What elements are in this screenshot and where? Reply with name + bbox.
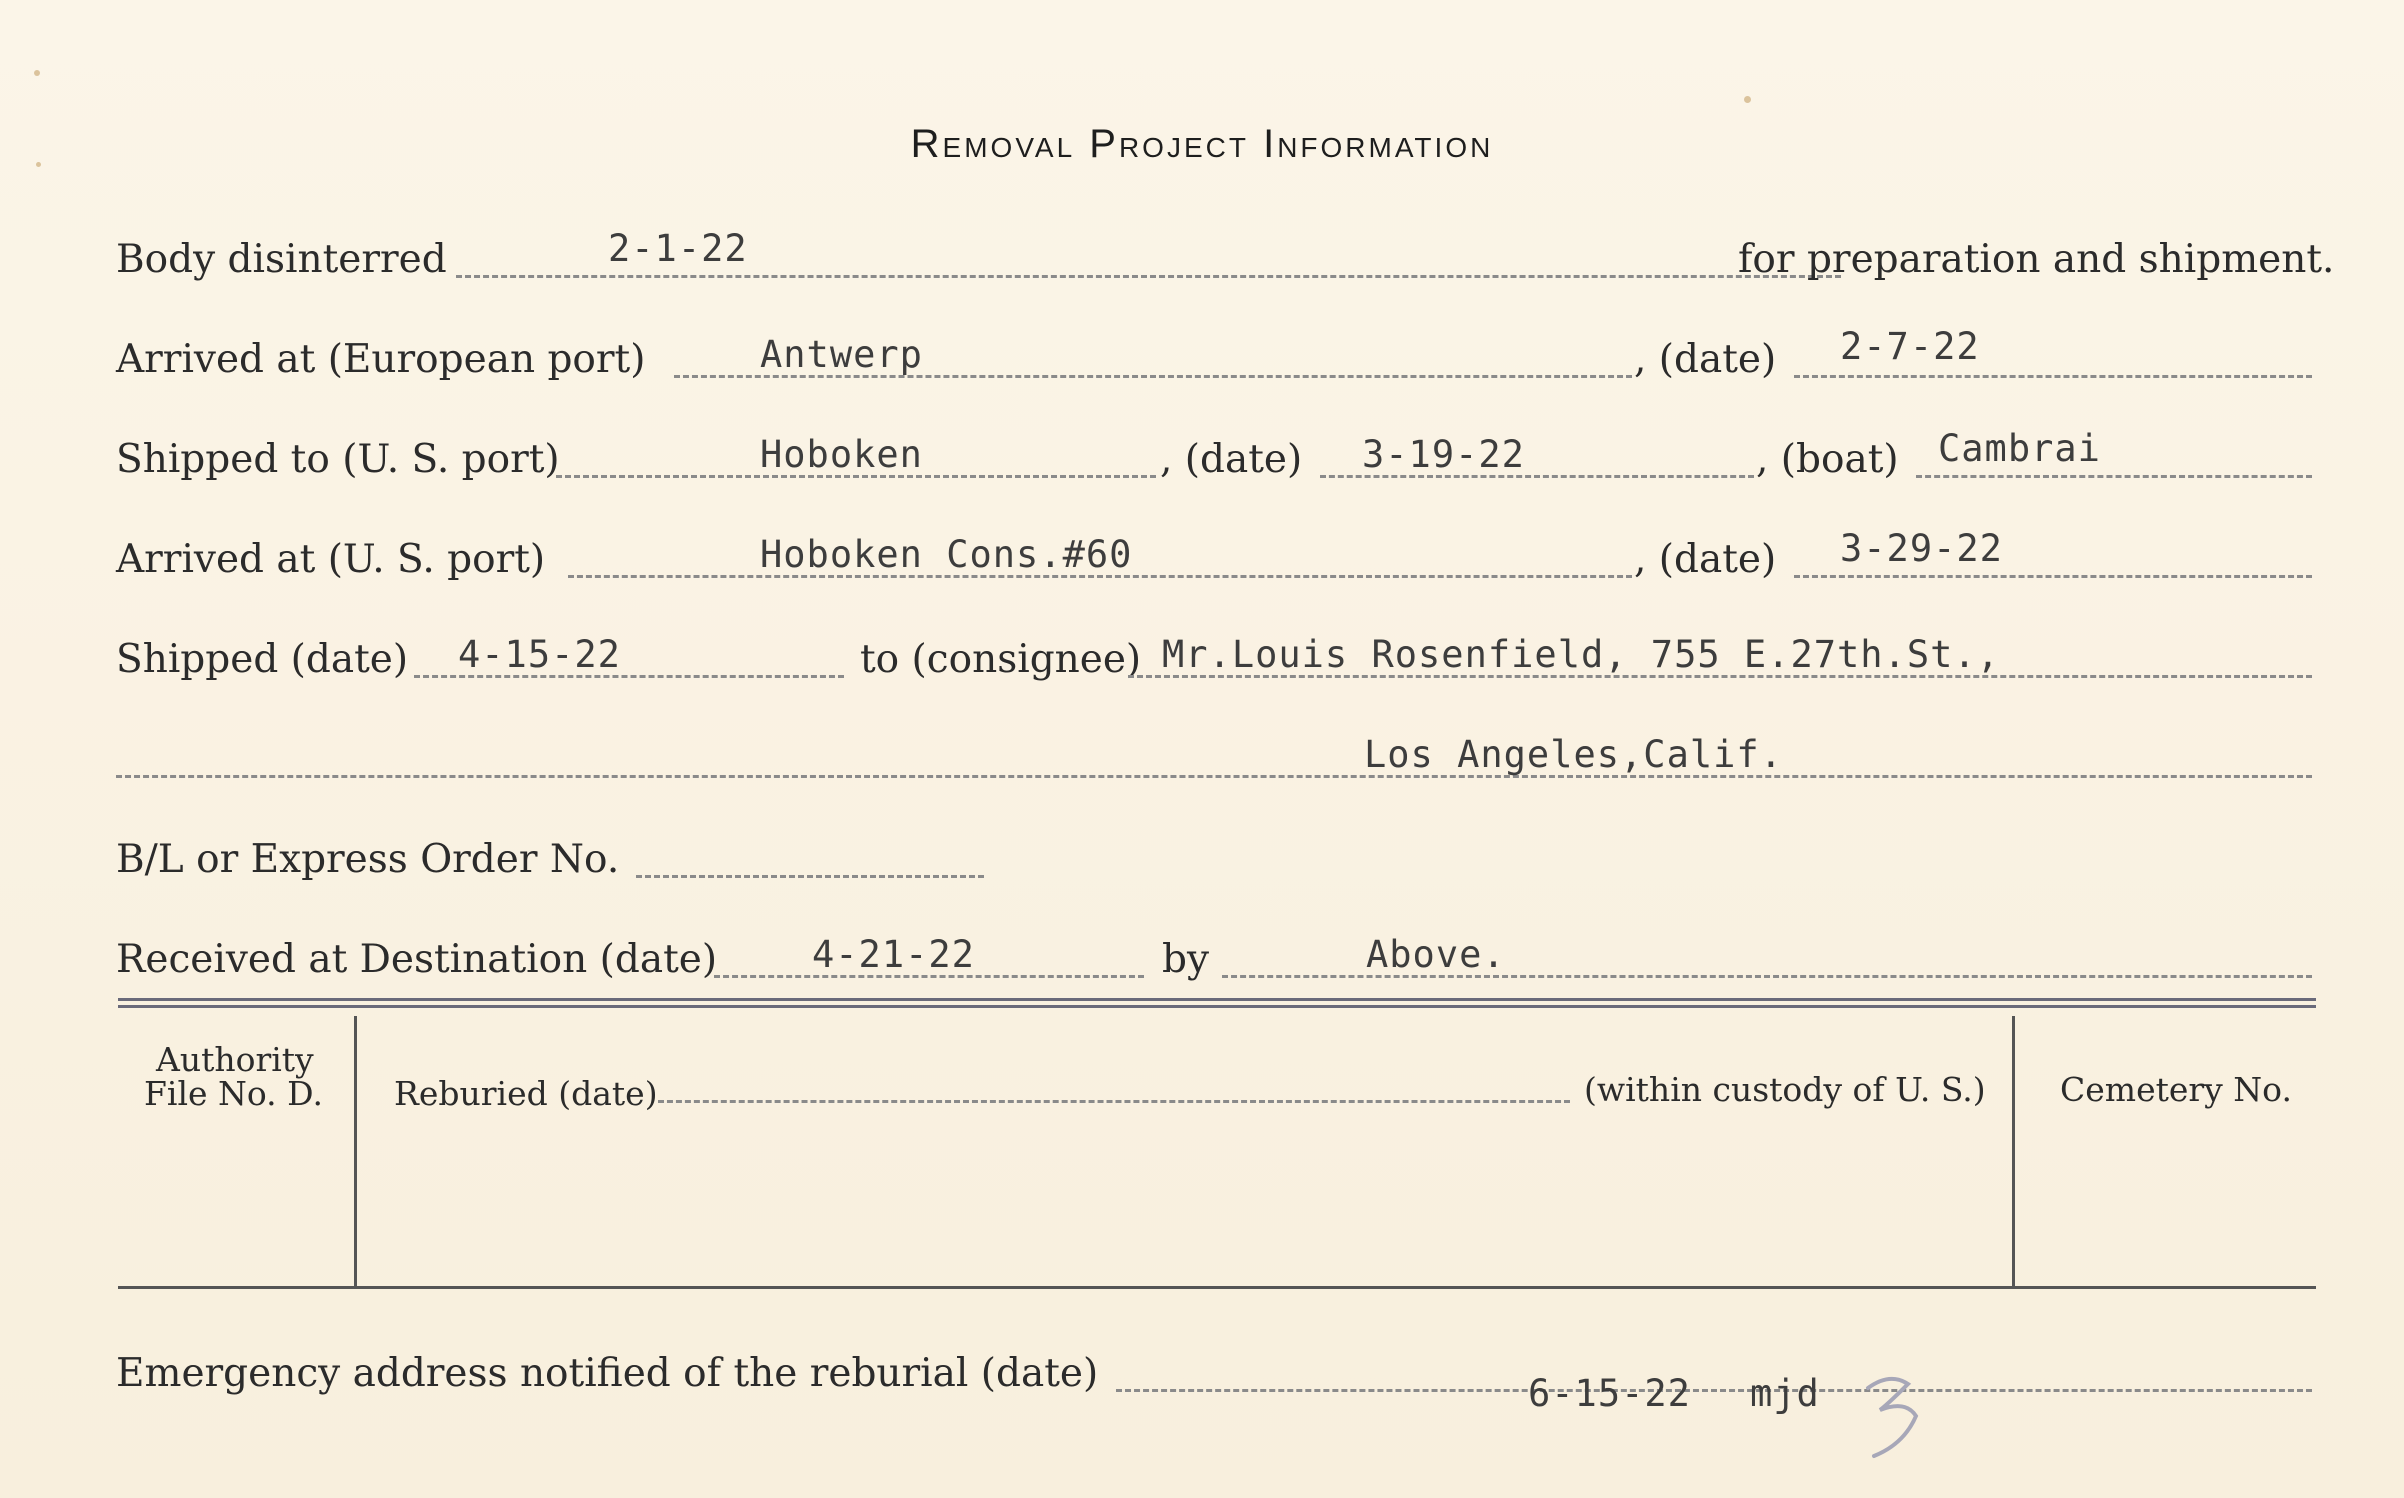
shipped-label: Shipped (date) (116, 637, 409, 682)
bl-order-label: B/L or Express Order No. (116, 837, 620, 882)
arrived-european-label: Arrived at (European port) (116, 337, 646, 382)
arrived-european-value: Antwerp (760, 333, 923, 376)
shipped-us-label: Shipped to (U. S. port) (116, 437, 560, 482)
emergency-date-value: 6-15-22 (1528, 1372, 1691, 1415)
cemetery-label: Cemetery No. (2060, 1070, 2292, 1109)
reburied-line (658, 1100, 1570, 1103)
shipped-us-boat-line (1916, 475, 2312, 478)
body-disinterred-row (116, 222, 2335, 292)
emergency-row (116, 1336, 2316, 1406)
consignee-continuation-line (116, 775, 2312, 778)
received-by-label: by (1162, 937, 1209, 982)
consignee-continuation-row (116, 722, 2316, 792)
bl-order-line (636, 875, 984, 878)
shipped-us-date-label: , (date) (1160, 437, 1303, 482)
section-divider (118, 998, 2316, 1008)
shipped-us-row (116, 422, 2316, 492)
shipped-consignee-line2: Los Angeles,Calif. (1364, 733, 1783, 776)
shipped-consignee-label: to (consignee) (860, 637, 1142, 682)
emergency-label: Emergency address notified of the reburial (date) (116, 1351, 1099, 1396)
shipped-consignee-line1: Mr.Louis Rosenfield, 755 E.27th.St., (1162, 633, 2000, 676)
card-title: Removal Project Information (910, 122, 1494, 166)
received-label: Received at Destination (date) (116, 937, 718, 982)
arrived-us-date-label: , (date) (1634, 537, 1777, 582)
emergency-initials: mjd (1750, 1372, 1820, 1415)
shipped-us-boat-value: Cambrai (1938, 427, 2101, 470)
reburied-label: Reburied (date) (394, 1074, 658, 1113)
arrived-us-date-value: 3-29-22 (1840, 527, 2003, 570)
paper-stain (1744, 96, 1751, 103)
shipped-us-value: Hoboken (760, 433, 923, 476)
body-disinterred-value: 2-1-22 (608, 227, 748, 270)
arrived-european-date-line (1794, 375, 2312, 378)
shipped-row (116, 622, 2316, 692)
arrived-us-label: Arrived at (U. S. port) (116, 537, 546, 582)
arrived-european-date-label: , (date) (1634, 337, 1777, 382)
received-date-value: 4-21-22 (812, 933, 975, 976)
handwritten-initial-mark (1860, 1370, 1940, 1460)
shipped-us-boat-label: , (boat) (1756, 437, 1899, 482)
authority-label-2: File No. D. (144, 1074, 323, 1113)
arrived-us-date-line (1794, 575, 2312, 578)
bl-order-row (116, 822, 2316, 892)
box-divider-right (2012, 1016, 2015, 1286)
shipped-date-value: 4-15-22 (458, 633, 621, 676)
body-disinterred-label: Body disinterred (116, 237, 447, 282)
authority-label-1: Authority (156, 1040, 314, 1079)
custody-label: (within custody of U. S.) (1584, 1070, 1986, 1109)
arrived-us-value: Hoboken Cons.#60 (760, 533, 1133, 576)
received-by-value: Above. (1366, 933, 1506, 976)
box-bottom-rule (118, 1286, 2316, 1289)
emergency-line (1116, 1389, 2312, 1392)
body-disinterred-suffix: for preparation and shipment. (1738, 237, 2335, 282)
box-divider-left (354, 1016, 357, 1286)
shipped-us-date-value: 3-19-22 (1362, 433, 1525, 476)
arrived-european-row (116, 322, 2316, 392)
arrived-us-row (116, 522, 2316, 592)
received-row (116, 922, 2316, 992)
body-disinterred-line (456, 275, 1841, 278)
paper-stain (34, 70, 40, 76)
arrived-european-date-value: 2-7-22 (1840, 325, 1980, 368)
